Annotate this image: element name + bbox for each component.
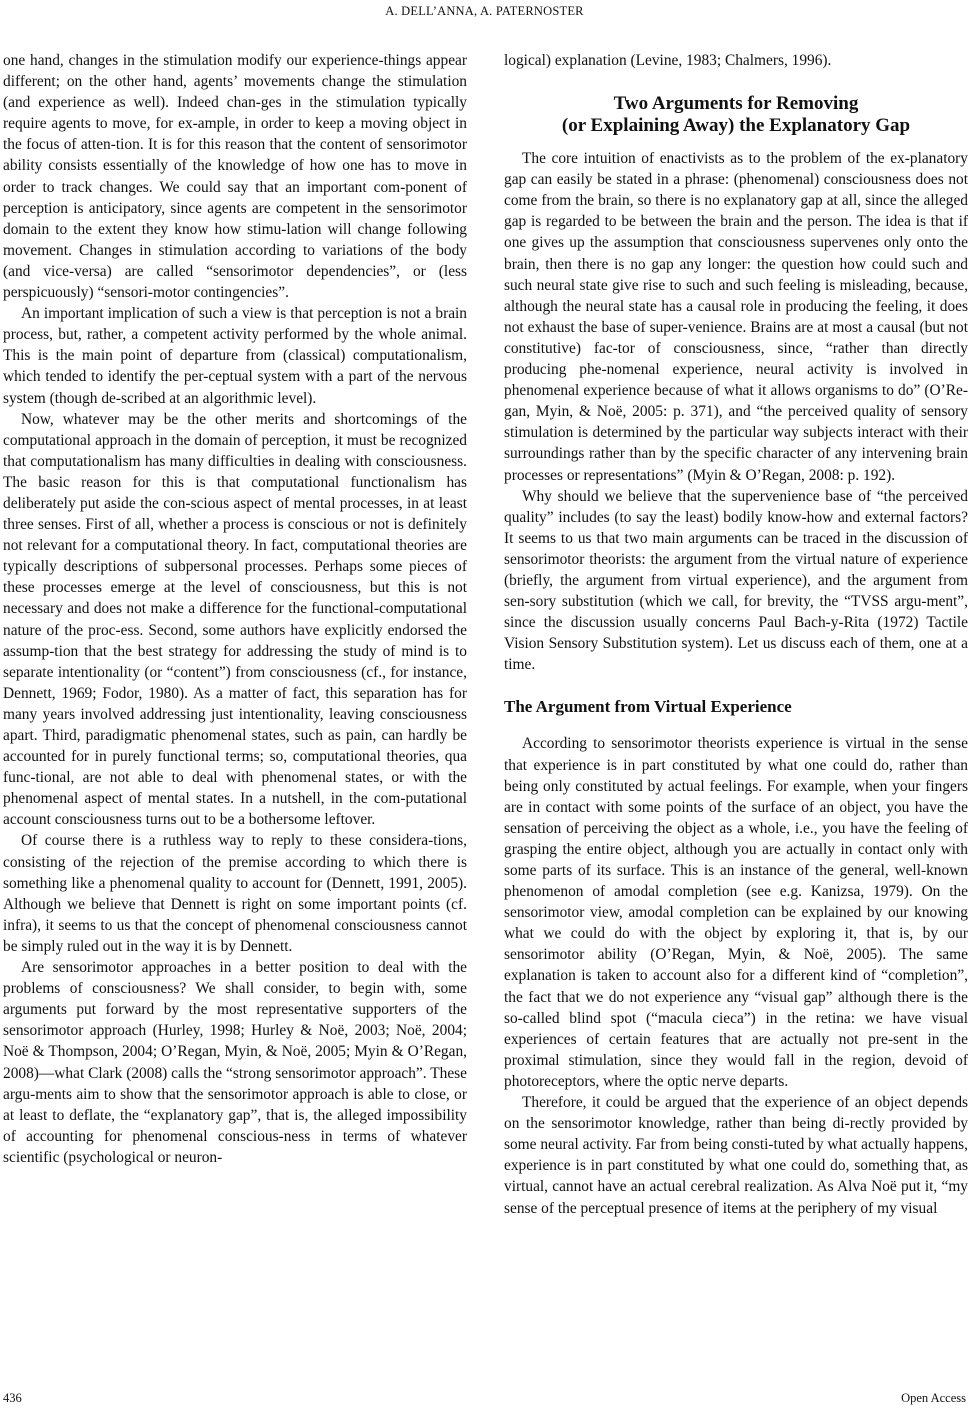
page-number: 436 — [3, 1391, 22, 1405]
body-paragraph: Now, whatever may be the other merits and shortcomings of the computational approach in the domain of perception, it must be recognized that computationalism has many difficulties in dealing with consciousness. The basic reason for this is that computational functionalism has deliberately put aside the con-scious aspect of mental processes, in at least three senses. First of all, whether a process is conscious or not is definitely not relevant for a computational theory. In fact, computational theories are typically descriptions of subpersonal processes. Perhaps some pieces of these processes emerge at the level of consciousness, but this is not necessary and does not make a difference for the functional-computational nature of the proc-ess. Second, some authors have explicitly endorsed the assump-tion that the best strategy for addressing the study of mind is to separate intentionality (or “content”) from consciousness (cf., for instance, Dennett, 1969; Fodor, 1980). As a matter of fact, this separation has for many years involved addressing just intentionality, leaving consciousness apart. Third, paradigmatic phenomenal states, such as pain, can hardly be accounted for in purely functional terms; so, computational theories, qua func-tional, are not able to deal with phenomenal states, or with the phenomenal aspect of mental states. In a nutshell, in the com-putational account consciousness turns out to be a bothersome leftover. — [3, 410, 467, 829]
section-title — [504, 93, 968, 137]
right-column — [504, 50, 968, 1219]
body-paragraph: Of course there is a ruthless way to reply to these considera-tions, consisting of the rejection of the premise according to which there is something like a phenomenal quality to account for (Dennett, 1991, 2005). Although we believe that Dennett is right on some important points (cf. infra), it seems to us that the concept of phenomenal consciousness cannot be simply ruled out in the way it is by Dennett. — [3, 832, 467, 955]
subsection-title: The Argument from Virtual Experience — [504, 697, 792, 717]
publisher-label: Open Access — [901, 1391, 966, 1405]
body-paragraph: logical) explanation (Levine, 1983; Chalmers, 1996). — [504, 52, 832, 69]
body-paragraph: An important implication of such a view is that perception is not a brain process, but, rather, a competent activity performed by the whole animal. This is the main point of departure from (classical) computationalism, which tended to identify the per-ceptual system with a part of the nervous system (though de-scribed at an algorithmic level). — [3, 305, 467, 407]
running-head: A. DELL’ANNA, A. PATERNOSTER — [385, 4, 584, 18]
body-paragraph: Are sensorimotor approaches in a better position to deal with the problems of consciousness? We shall consider, to begin with, some arguments put forward by the most representative supporters of the sensorimotor approach (Hurley, 1998; Hurley & Noë, 2003; Noë, 2004; Noë & Thompson, 2004; O’Regan, Myin, & Noë, 2005; Myin & O’Regan, 2008)—what Clark (2008) calls the “strong sensorimotor approach”. These argu-ments aim to show that the sensorimotor approach is able to close, or at least to deflate, the “explanatory gap”, that is, the alleged impossibility of accounting for phenomenal conscious-ness in terms of whatever scientific (psychological or neuron- — [3, 959, 467, 1166]
left-column — [3, 50, 467, 1168]
body-paragraph: Therefore, it could be argued that the experience of an object depends on the sensorimotor knowledge, rather than being di-rectly provided by some neural activity. Far from being consti-tuted by what actually happens, experience is in part constituted by what one could do, something that, as virtual, cannot have an actual cerebral realization. As Alva Noë put it, “my sense of the perceptual presence of items at the periphery of my visual — [504, 1094, 969, 1217]
body-paragraph: According to sensorimotor theorists experience is virtual in the sense that experience is in part constituted by what one could do, rather than being only constituted by actual feelings. For example, when your fingers are in contact with some points of the surface of an object, you have the sensation of perceiving the object as a whole, i.e., you have the feeling of grasping the entire object, although you are actually in contact only with some parts of its surface. This is an instance of the general, well-known phenomenon of amodal completion (see e.g. Kanizsa, 1979). On the sensorimotor view, amodal completion can be explained by our knowing what we could do with the object by exploring it, that is, by our sensorimotor ability (O’Regan, Myin, & Noë, 2005). The same explanation is taken to account also for a different kind of “completion”, the fact that we do not experience any “visual gap” although there is the so-called blind spot (“macula cieca”) in the retina: we have visual experiences of certain features that are actually not pre-sent in the proximal stimulation, since they would fall in the region, devoid of photoreceptors, where the optic nerve departs. — [504, 735, 968, 1090]
body-paragraph: Why should we believe that the supervenience base of “the perceived quality” includes (to say the least) bodily know-how and external factors? It seems to us that two main arguments can be traced in the discussion of sensorimotor theorists: the argument from the virtual nature of experience (briefly, the argument from virtual experience), and the argument from sen-sory substitution (which we call, for brevity, the “TVSS argu-ment”, since the discussion usually concerns Paul Bach-y-Rita (1972) Tactile Vision Sensory Substitution system). Let us discuss each of them, one at a time. — [504, 487, 968, 674]
section-title-line: Two Arguments for Removing — [613, 93, 859, 115]
body-paragraph: one hand, changes in the stimulation modify our experience-things appear different; on the other hand, agents’ movements change the stimulation (and experience as well). Indeed chan-ges in the stimulation typically require agents to move, for ex-ample, in order to keep a moving object in the focus of atten-tion. It is for this reason that the content of sensorimotor ability consists essentially of the knowledge of how one has to move in order to track changes. We could say that an important com-ponent of perception is anticipatory, since agents are competent in the sensorimotor domain to the extent they know how stimu-lation will change following movement. Changes in stimulation according to variations of the body (and vice-versa) are called “sensorimotor dependencies”, or (less perspicuously) “sensori-motor contingencies”. — [3, 52, 467, 302]
section-title-line: (or Explaining Away) the Explanatory Gap — [561, 115, 911, 137]
body-paragraph: The core intuition of enactivists as to the problem of the ex-planatory gap can easily be stated in a phrase: (phenomenal) consciousness does not come from the brain, so there is no explanatory gap at all, since the alleged gap is regarded to be between the brain and the person. The idea is that if one gives up the assumption that consciousness supervenes only onto the brain, then there is no gap any longer: the question how could such and such neural state give rise to such and such feeling is misleading, because, although the neural state has a causal role in producing the feeling, it does not exhaust the base of super-venience. Brains are at most a causal (but not constitutive) fac-tor of consciousness, since, “rather than directly producing phe-nomenal experience, neural activity is involved in phenomenal experience because of what it allows organisms to do” (O’Re-gan, Myin, & Noë, 2005: p. 371), and “the perceived quality of sensory stimulation is determined by the particular way subjects interact with their surroundings rather than by the specific character of any intervening brain processes or representations” (Myin & O’Regan, 2008: p. 192). — [504, 150, 968, 484]
